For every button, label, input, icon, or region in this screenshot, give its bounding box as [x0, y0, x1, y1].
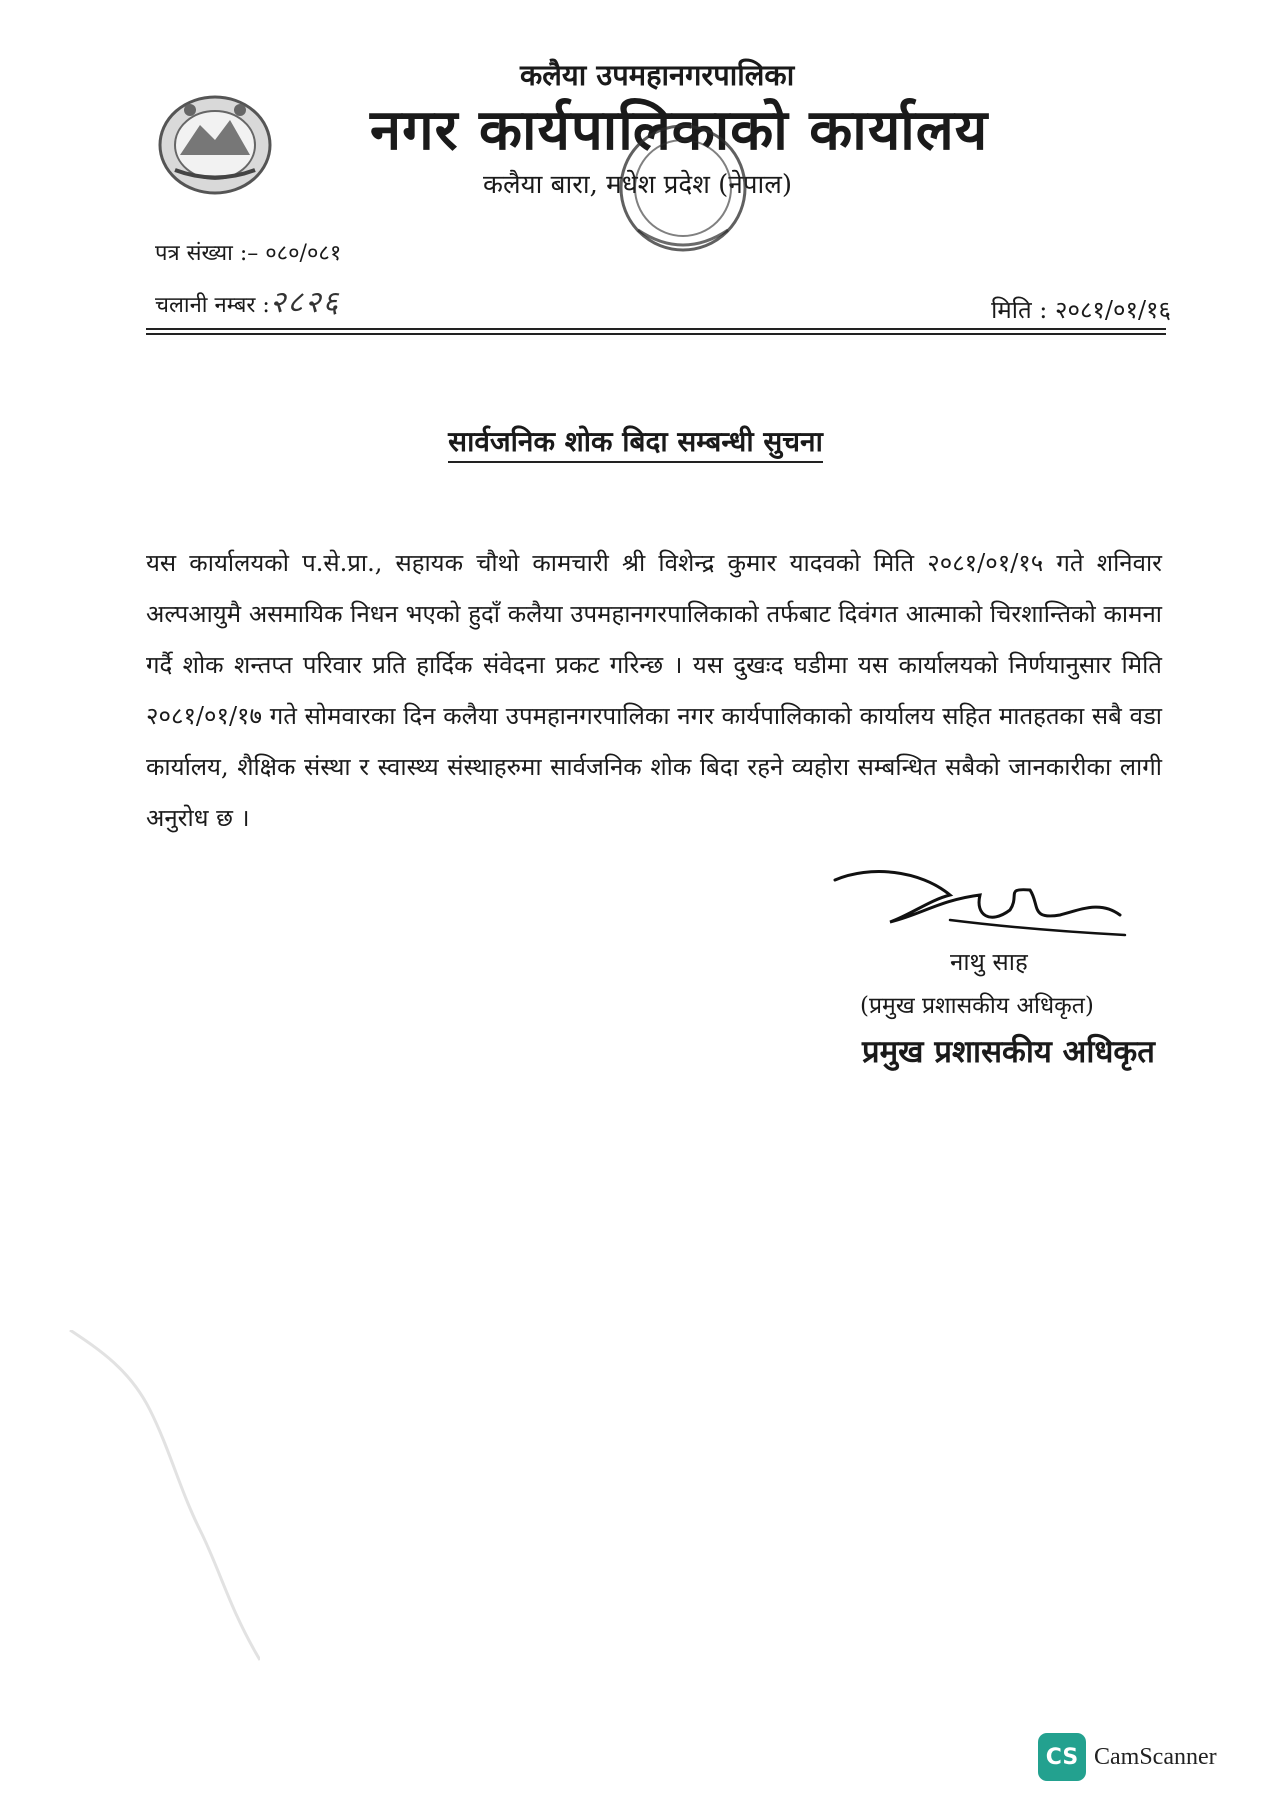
letter-number: पत्र संख्या :– ०८०/०८१	[155, 241, 342, 266]
signatory-name: नाथु साह	[950, 948, 1028, 976]
notice-subject	[0, 422, 1271, 460]
nepal-emblem-icon	[150, 85, 280, 200]
municipality-name: कलैया उपमहानगरपालिका	[520, 58, 795, 92]
torn-paper-edge	[30, 1330, 260, 1710]
dispatch-number-row	[155, 280, 340, 321]
signatory-title: (प्रमुख प्रशासकीय अधिकृत)	[860, 993, 1094, 1019]
header-divider-secondary	[146, 333, 1166, 335]
header-divider	[146, 328, 1166, 330]
designation-stamp: प्रमुख प्रशासकीय अधिकृत	[862, 1034, 1155, 1070]
dispatch-number-value: २८२६	[269, 285, 341, 320]
notice-body: यस कार्यालयको प.से.प्रा., सहायक चौथो कामचारी श्री विशेन्द्र कुमार यादवको मिति २०८१/०१/१५ गते शनिवार अल्पआयुमै असमायिक निधन भएको हुदाँ कलैया उपमहानगरपालिकाको तर्फबाट दिवंगत आत्माको चिरशान्तिको कामना गर्दै शोक शन्तप्त परिवार प्रति हार्दिक संवेदना प्रकट गरिन्छ । यस दुखःद घडीमा यस कार्यालयको निर्णयानुसार मिति २०८१/०१/१७ गते सोमवारका दिन कलैया उपमहानगरपालिका नगर कार्यपालिकाको कार्यालय सहित मातहतका सबै वडा कार्यालय, शैक्षिक संस्था र स्वास्थ्य संस्थाहरुमा सार्वजनिक शोक बिदा रहने व्यहोरा सम्बन्धित सबैको जानकारीका लागी अनुरोध छ ।	[146, 549, 1162, 832]
office-address: कलैया बारा, मधेश प्रदेश (नेपाल)	[483, 170, 793, 200]
dispatch-number-label: चलानी नम्बर :	[155, 293, 270, 318]
handwritten-signature-icon	[830, 860, 1130, 940]
camscanner-watermark: CamScanner	[1094, 1744, 1217, 1770]
camscanner-logo-icon: CS	[1038, 1733, 1086, 1781]
office-title: नगर कार्यपालिकाको कार्यालय	[370, 97, 989, 163]
office-stamp-icon	[598, 110, 768, 270]
notice-subject-text: सार्वजनिक शोक बिदा सम्बन्धी सुचना	[448, 425, 823, 463]
letter-date: मिति : २०८१/०१/१६	[991, 296, 1171, 324]
